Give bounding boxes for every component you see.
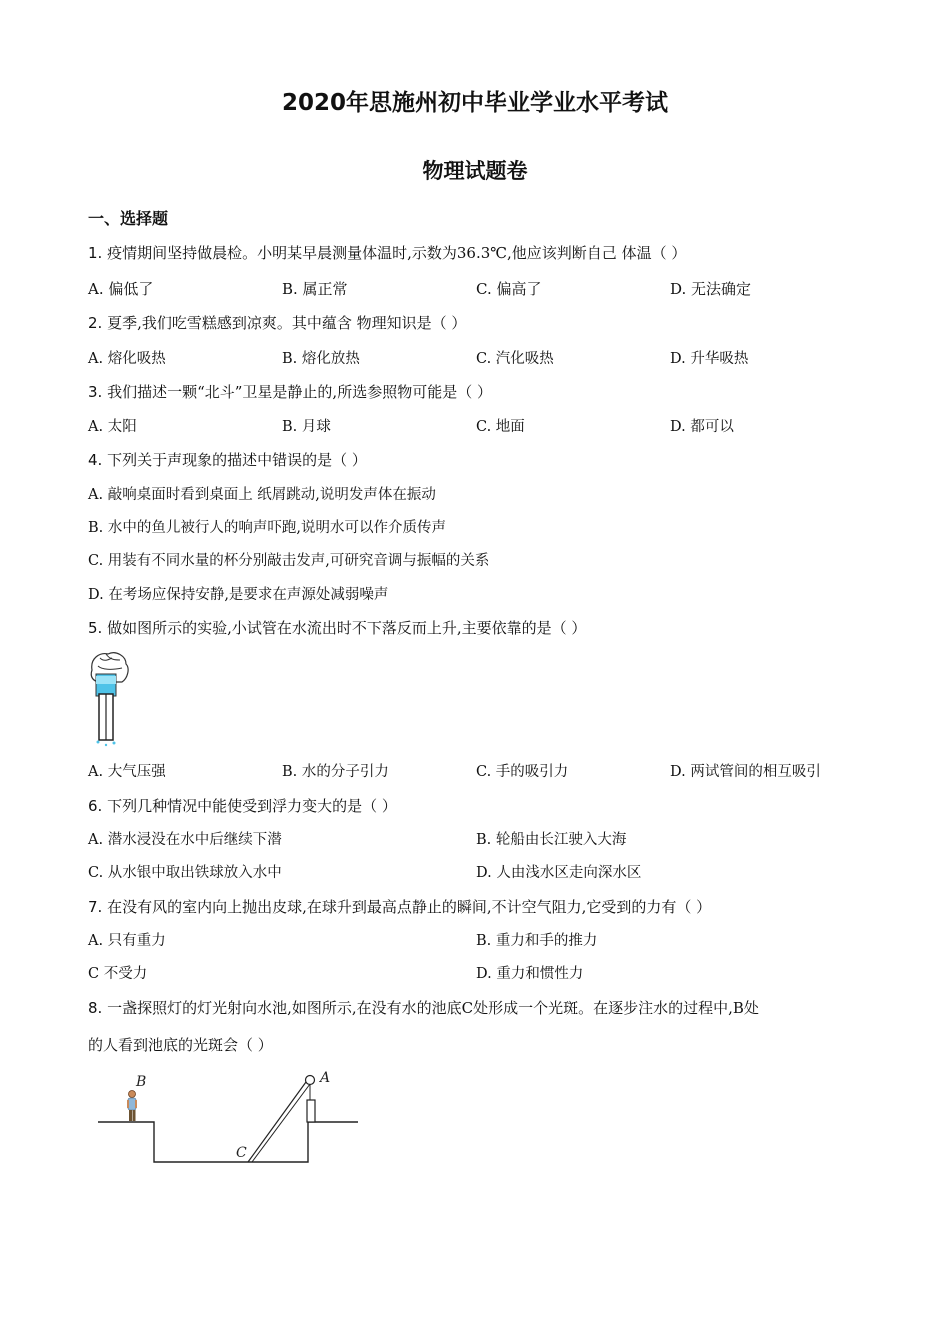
question-number: 2. — [88, 314, 103, 332]
question-text: 下列几种情况中能使受到浮力变大的是（ ） — [107, 797, 397, 815]
question-4 — [88, 450, 367, 470]
question-number: 7. — [88, 898, 103, 916]
question-text: 夏季,我们吃雪糕感到凉爽。其中蕴含 物理知识是（ ） — [107, 314, 467, 332]
label-c: C — [236, 1145, 247, 1161]
question-number: 1. — [88, 244, 103, 262]
q3-option-b: B. 月球 — [282, 419, 331, 435]
q2-option-b: B. 熔化放热 — [282, 351, 360, 367]
question-number: 3. — [88, 383, 103, 401]
q3-option-d: D. 都可以 — [670, 419, 734, 435]
q6-option-a: A. 潜水浸没在水中后继续下潜 — [88, 832, 282, 848]
question-8 — [88, 998, 759, 1018]
q2-option-c: C. 汽化吸热 — [476, 351, 554, 367]
q1-option-b: B. 属正常 — [282, 280, 348, 298]
question-number: 8. — [88, 999, 103, 1017]
question-text: 下列关于声现象的描述中错误的是（ ） — [107, 451, 367, 469]
question-6 — [88, 796, 397, 816]
q3-option-a: A. 太阳 — [88, 419, 137, 435]
q4-option-c: C. 用装有不同水量的杯分别敲击发声,可研究音调与振幅的关系 — [88, 553, 490, 569]
q7-option-a: A. 只有重力 — [88, 933, 166, 949]
q6-option-d: D. 人由浅水区走向深水区 — [476, 865, 642, 881]
q6-option-c: C. 从水银中取出铁球放入水中 — [88, 865, 282, 881]
q4-option-d: D. 在考场应保持安静,是要求在声源处减弱噪声 — [88, 587, 389, 603]
paper-title: 2020年思施州初中毕业学业水平考试 — [281, 90, 668, 116]
pool-figure — [96, 1066, 366, 1176]
label-a: A — [320, 1070, 331, 1086]
q6-option-b: B. 轮船由长江驶入大海 — [476, 832, 627, 848]
question-text: 一盏探照灯的灯光射向水池,如图所示,在没有水的池底C处形成一个光斑。在逐步注水的过程中,B处 — [107, 999, 759, 1017]
label-b: B — [136, 1074, 147, 1090]
question-text: 在没有风的室内向上抛出皮球,在球升到最高点静止的瞬间,不计空气阻力,它受到的力有（ ） — [107, 898, 712, 916]
question-text: 我们描述一颗“北斗”卫星是静止的,所选参照物可能是（ ） — [107, 383, 492, 401]
question-7 — [88, 897, 711, 917]
q4-option-b: B. 水中的鱼儿被行人的响声吓跑,说明水可以作介质传声 — [88, 520, 446, 536]
question-number: 4. — [88, 451, 103, 469]
q1-option-c: C. 偏高了 — [476, 280, 542, 298]
q5-option-c: C. 手的吸引力 — [476, 764, 569, 780]
q2-option-d: D. 升华吸热 — [670, 351, 749, 367]
q5-option-d: D. 两试管间的相互吸引 — [670, 764, 821, 780]
q7-option-c: C 不受力 — [88, 966, 148, 982]
question-1 — [88, 243, 686, 263]
q5-option-a: A. 大气压强 — [88, 764, 166, 780]
question-text: 做如图所示的实验,小试管在水流出时不下落反而上升,主要依靠的是（ ） — [107, 619, 587, 637]
q7-option-b: B. 重力和手的推力 — [476, 933, 598, 949]
section-heading: 一、选择题 — [88, 209, 169, 228]
question-number: 6. — [88, 797, 103, 815]
question-2 — [88, 313, 466, 333]
question-3 — [88, 382, 492, 402]
question-number: 5. — [88, 619, 103, 637]
question-5 — [88, 618, 586, 638]
test-tube-figure — [82, 648, 142, 748]
q7-option-d: D. 重力和惯性力 — [476, 966, 584, 982]
q3-option-c: C. 地面 — [476, 419, 525, 435]
person-b-icon — [127, 1091, 137, 1122]
paper-subtitle: 物理试题卷 — [422, 159, 528, 183]
q5-option-b: B. 水的分子引力 — [282, 764, 389, 780]
q1-option-d: D. 无法确定 — [670, 280, 752, 298]
q2-option-a: A. 熔化吸热 — [88, 351, 166, 367]
question-text: 疫情期间坚持做晨检。小明某早晨测量体温时,示数为36.3℃,他应该判断自己 体温（ ） — [107, 244, 687, 262]
q4-option-a: A. 敲响桌面时看到桌面上 纸屑跳动,说明发声体在振动 — [88, 487, 436, 503]
q1-option-a: A. 偏低了 — [88, 280, 154, 298]
question-8-continued: 的人看到池底的光斑会（ ） — [88, 1036, 273, 1054]
